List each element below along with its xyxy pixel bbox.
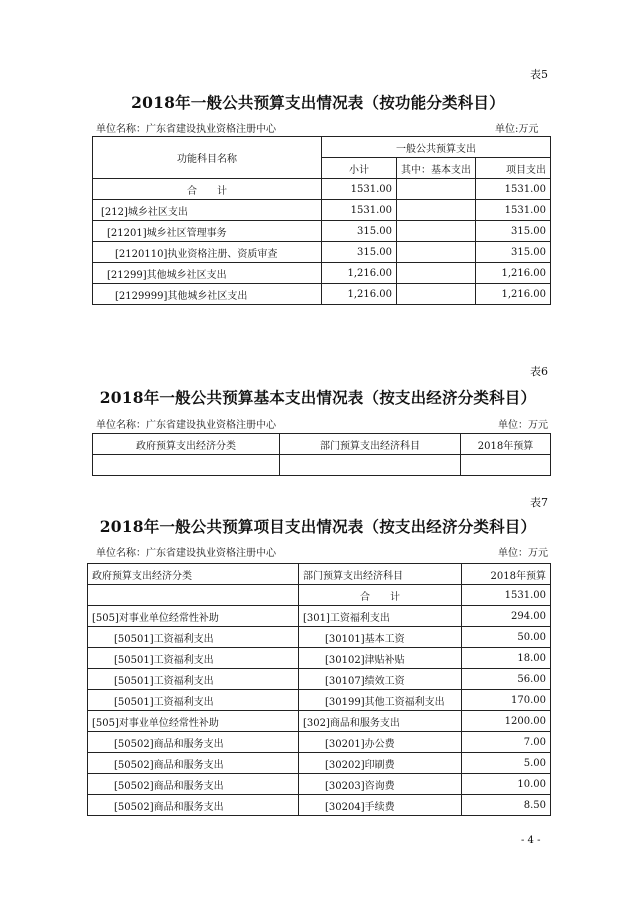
table6-title: 2018年一般公共预算基本支出情况表（按支出经济分类科目） <box>99 388 537 407</box>
table-row <box>88 711 551 732</box>
table-row <box>88 690 551 711</box>
table-row <box>93 284 551 305</box>
row-amount: 5.00 <box>462 753 551 774</box>
table7-title: 2018年一般公共预算项目支出情况表（按支出经济分类科目） <box>99 517 537 536</box>
table7-unit-name: 单位名称：广东省建设执业资格注册中心 <box>96 548 276 559</box>
table-row <box>88 648 551 669</box>
row-dept: [301]工资福利支出 <box>299 606 462 627</box>
table5-unit: 单位:万元 <box>495 124 539 135</box>
empty-cell <box>93 455 280 476</box>
row-subtotal: 1531.00 <box>322 200 397 221</box>
table-row <box>93 242 551 263</box>
row-project: 1,216.00 <box>476 284 551 305</box>
table-row <box>93 221 551 242</box>
row-project: 315.00 <box>476 242 551 263</box>
row-name: [2129999]其他城乡社区支出 <box>93 284 322 305</box>
row-amount: 18.00 <box>462 648 551 669</box>
table6-header-gov: 政府预算支出经济分类 <box>93 434 280 455</box>
row-name: [21201]城乡社区管理事务 <box>93 221 322 242</box>
table-row <box>93 200 551 221</box>
table-row <box>93 263 551 284</box>
row-gov <box>88 585 299 606</box>
table7-tag: 表7 <box>530 496 548 509</box>
table5 <box>92 136 551 305</box>
table5-header-project: 项目支出 <box>476 158 551 179</box>
table-row <box>88 627 551 648</box>
table7-header-dept: 部门预算支出经济科目 <box>299 564 462 585</box>
row-amount: 56.00 <box>462 669 551 690</box>
row-amount: 7.00 <box>462 732 551 753</box>
row-basic <box>397 242 476 263</box>
row-dept: [302]商品和服务支出 <box>299 711 462 732</box>
row-gov: [50501]工资福利支出 <box>88 690 299 711</box>
table5-tag: 表5 <box>530 68 548 81</box>
page-number: - 4 - <box>521 835 541 846</box>
row-dept: 合 计 <box>299 585 462 606</box>
empty-cell <box>280 455 461 476</box>
table5-unit-name: 单位名称：广东省建设执业资格注册中心 <box>96 124 276 135</box>
table-row <box>93 179 551 200</box>
table6-header-budget: 2018年预算 <box>461 434 551 455</box>
row-basic <box>397 221 476 242</box>
row-amount: 1531.00 <box>462 585 551 606</box>
row-project: 1,216.00 <box>476 263 551 284</box>
row-dept: [30102]津贴补贴 <box>299 648 462 669</box>
table5-header-subtotal: 小计 <box>322 158 397 179</box>
row-subtotal: 315.00 <box>322 221 397 242</box>
table6-tag: 表6 <box>530 365 548 378</box>
row-dept: [30204]手续费 <box>299 795 462 816</box>
row-basic <box>397 263 476 284</box>
table5-title: 2018年一般公共预算支出情况表（按功能分类科目） <box>131 93 505 112</box>
row-gov: [50502]商品和服务支出 <box>88 774 299 795</box>
table6-header-dept: 部门预算支出经济科目 <box>280 434 461 455</box>
row-gov: [50502]商品和服务支出 <box>88 795 299 816</box>
table7-header-gov: 政府预算支出经济分类 <box>88 564 299 585</box>
row-dept: [30107]绩效工资 <box>299 669 462 690</box>
row-amount: 170.00 <box>462 690 551 711</box>
row-amount: 1200.00 <box>462 711 551 732</box>
row-dept: [30202]印刷费 <box>299 753 462 774</box>
row-basic <box>397 179 476 200</box>
table-row <box>93 455 551 476</box>
table5-header-basic: 其中：基本支出 <box>397 158 476 179</box>
row-subtotal: 1,216.00 <box>322 284 397 305</box>
row-basic <box>397 284 476 305</box>
table-row <box>88 774 551 795</box>
table-row <box>88 753 551 774</box>
row-subtotal: 1531.00 <box>322 179 397 200</box>
row-amount: 294.00 <box>462 606 551 627</box>
row-project: 315.00 <box>476 221 551 242</box>
empty-cell <box>461 455 551 476</box>
row-dept: [30201]办公费 <box>299 732 462 753</box>
table7 <box>87 563 551 816</box>
table-row <box>88 606 551 627</box>
row-name: [21299]其他城乡社区支出 <box>93 263 322 284</box>
table6-unit-name: 单位名称：广东省建设执业资格注册中心 <box>96 420 276 431</box>
row-gov: [50501]工资福利支出 <box>88 648 299 669</box>
table-row <box>88 669 551 690</box>
row-dept: [30203]咨询费 <box>299 774 462 795</box>
table5-header-group: 一般公共预算支出 <box>322 137 551 158</box>
row-name: [212]城乡社区支出 <box>93 200 322 221</box>
table7-unit: 单位：万元 <box>498 548 548 559</box>
row-gov: [50502]商品和服务支出 <box>88 732 299 753</box>
row-dept: [30199]其他工资福利支出 <box>299 690 462 711</box>
table6-unit: 单位：万元 <box>498 420 548 431</box>
table-row <box>88 732 551 753</box>
table6 <box>92 433 551 476</box>
row-subtotal: 1,216.00 <box>322 263 397 284</box>
row-gov: [50501]工资福利支出 <box>88 627 299 648</box>
row-amount: 8.50 <box>462 795 551 816</box>
row-basic <box>397 200 476 221</box>
table-row <box>88 795 551 816</box>
table7-header-budget: 2018年预算 <box>462 564 551 585</box>
row-name: [2120110]执业资格注册、资质审查 <box>93 242 322 263</box>
table5-header-function: 功能科目名称 <box>93 137 322 179</box>
row-gov: [505]对事业单位经常性补助 <box>88 606 299 627</box>
row-gov: [50501]工资福利支出 <box>88 669 299 690</box>
row-amount: 10.00 <box>462 774 551 795</box>
row-name: 合 计 <box>93 179 322 200</box>
row-gov: [505]对事业单位经常性补助 <box>88 711 299 732</box>
table-row <box>88 585 551 606</box>
row-project: 1531.00 <box>476 200 551 221</box>
row-subtotal: 315.00 <box>322 242 397 263</box>
row-gov: [50502]商品和服务支出 <box>88 753 299 774</box>
row-project: 1531.00 <box>476 179 551 200</box>
row-amount: 50.00 <box>462 627 551 648</box>
row-dept: [30101]基本工资 <box>299 627 462 648</box>
